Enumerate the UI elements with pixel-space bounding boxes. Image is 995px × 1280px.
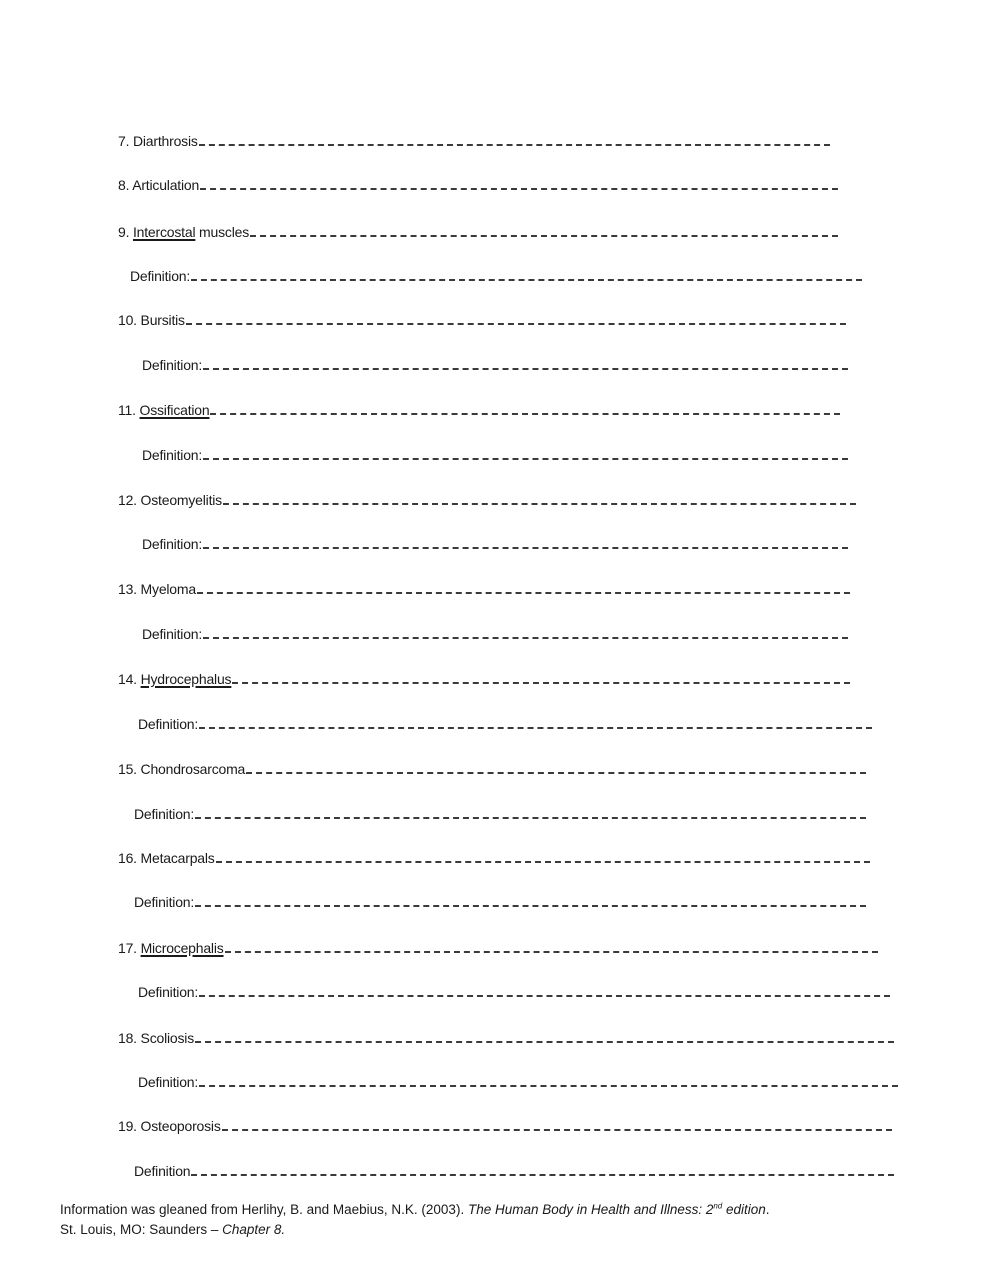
term-label (118, 761, 245, 777)
definition-answer-blank[interactable] (203, 450, 848, 460)
label-text: Definition: (138, 984, 199, 1000)
definition-label (142, 357, 202, 373)
definition-label (130, 268, 190, 284)
term-row (118, 133, 830, 149)
citation-book-title: The Human Body in Health and Illness: 2 (467, 1202, 714, 1217)
term-row (118, 312, 846, 328)
term-label (118, 133, 198, 149)
term-answer-blank[interactable] (200, 180, 838, 190)
label-text: Definition: (134, 806, 195, 822)
definition-answer-blank[interactable] (199, 1077, 898, 1087)
label-text: Definition: (138, 1074, 199, 1090)
label-text: Definition: (130, 268, 191, 284)
definition-row (138, 1074, 898, 1090)
definition-row (138, 984, 890, 1000)
citation-publisher: St. Louis, MO: Saunders – (60, 1222, 223, 1237)
label-text: Definition: (142, 447, 203, 463)
definition-answer-blank[interactable] (199, 987, 890, 997)
term-answer-blank[interactable] (186, 315, 846, 325)
label-text: Microcephalis (140, 940, 224, 956)
term-answer-blank[interactable] (195, 1033, 894, 1043)
label-text: Definition (134, 1163, 191, 1179)
definition-row (138, 716, 872, 732)
term-answer-blank[interactable] (250, 227, 838, 237)
definition-label (142, 536, 202, 552)
definition-label (138, 1074, 198, 1090)
definition-row (142, 357, 848, 373)
term-label (118, 492, 222, 508)
term-answer-blank[interactable] (246, 764, 866, 774)
definition-label (134, 806, 194, 822)
term-label (118, 850, 215, 866)
label-text: Definition: (134, 894, 195, 910)
definition-label (142, 447, 202, 463)
label-text: 9. (118, 224, 133, 240)
term-label (118, 177, 199, 193)
term-row (118, 671, 850, 687)
label-text: 13. Myeloma (118, 581, 196, 597)
label-text: 14. (118, 671, 141, 687)
term-answer-blank[interactable] (197, 584, 850, 594)
definition-answer-blank[interactable] (191, 1166, 894, 1176)
label-text: 10. Bursitis (118, 312, 185, 328)
citation-authors: Information was gleaned from Herlihy, B. and Maebius, N.K. (2003). (60, 1202, 468, 1217)
definition-answer-blank[interactable] (203, 539, 848, 549)
term-label (118, 224, 249, 240)
term-label (118, 581, 196, 597)
label-text: 16. Metacarpals (118, 850, 215, 866)
citation-edition: edition (722, 1202, 766, 1217)
definition-answer-blank[interactable] (199, 719, 872, 729)
term-label (118, 940, 224, 956)
label-text: 12. Osteomyelitis (118, 492, 222, 508)
definition-label (134, 1163, 190, 1179)
definition-row (134, 894, 866, 910)
label-text: Definition: (142, 357, 203, 373)
term-row (118, 402, 840, 418)
label-text: 7. Diarthrosis (118, 133, 198, 149)
definition-label (138, 716, 198, 732)
label-text: Definition: (142, 536, 203, 552)
term-row (118, 761, 866, 777)
term-row (118, 940, 878, 956)
label-text: 17. (118, 940, 141, 956)
citation-period: . (765, 1202, 770, 1217)
definition-row (142, 447, 848, 463)
label-text: Ossification (139, 402, 210, 418)
term-answer-blank[interactable] (225, 943, 878, 953)
definition-answer-blank[interactable] (195, 897, 866, 907)
term-answer-blank[interactable] (199, 136, 830, 146)
label-text: Definition: (138, 716, 199, 732)
term-label (118, 312, 185, 328)
term-answer-blank[interactable] (223, 495, 856, 505)
label-text: Intercostal (132, 224, 196, 240)
definition-row (142, 626, 848, 642)
citation-chapter: Chapter 8. (222, 1222, 286, 1237)
definition-answer-blank[interactable] (203, 360, 848, 370)
citation-footer (60, 1200, 960, 1240)
term-answer-blank[interactable] (216, 853, 870, 863)
label-text: 19. Osteoporosis (118, 1118, 221, 1134)
definition-row (142, 536, 848, 552)
label-text: Definition: (142, 626, 203, 642)
definition-answer-blank[interactable] (191, 271, 862, 281)
term-row (118, 224, 838, 240)
term-answer-blank[interactable] (210, 405, 840, 415)
label-text: Hydrocephalus (140, 671, 232, 687)
citation-line-1 (60, 1200, 960, 1220)
label-text: muscles (195, 224, 249, 240)
definition-label (138, 984, 198, 1000)
term-label (118, 402, 209, 418)
term-label (118, 671, 231, 687)
term-row (118, 1118, 892, 1134)
label-text: 11. (118, 402, 140, 418)
definition-answer-blank[interactable] (203, 629, 848, 639)
term-row (118, 850, 870, 866)
definition-row (134, 806, 866, 822)
term-row (118, 1030, 894, 1046)
term-label (118, 1118, 221, 1134)
label-text: 8. Articulation (118, 177, 200, 193)
term-row (118, 581, 850, 597)
definition-row (130, 268, 862, 284)
term-row (118, 492, 856, 508)
term-row (118, 177, 838, 193)
term-answer-blank[interactable] (222, 1121, 892, 1131)
citation-edition-sup: nd (713, 1201, 723, 1211)
definition-answer-blank[interactable] (195, 809, 866, 819)
label-text: 18. Scoliosis (118, 1030, 194, 1046)
definition-label (142, 626, 202, 642)
term-label (118, 1030, 194, 1046)
label-text: 15. Chondrosarcoma (118, 761, 246, 777)
definition-label (134, 894, 194, 910)
citation-line-2 (60, 1220, 960, 1240)
term-answer-blank[interactable] (232, 674, 850, 684)
definition-row (134, 1163, 894, 1179)
